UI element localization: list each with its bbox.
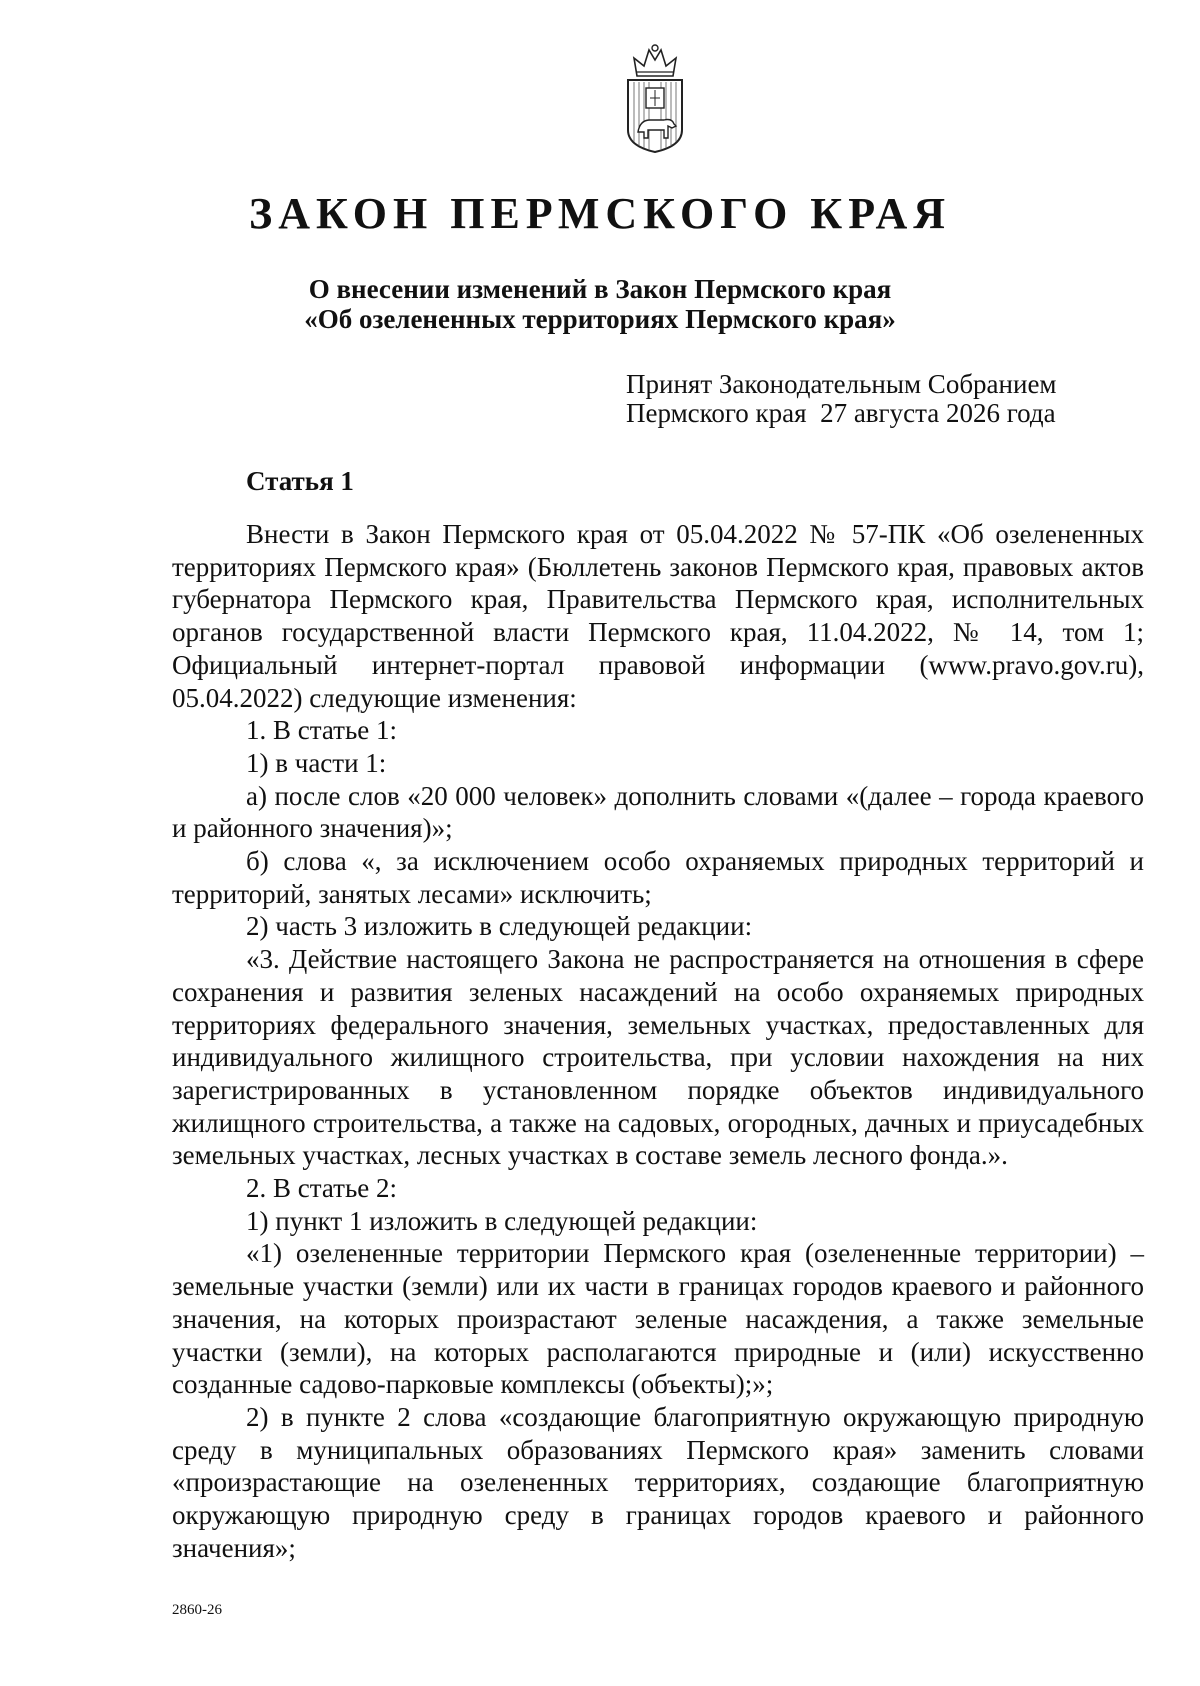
adoption-line: Принят Законодательным Собранием — [626, 369, 1057, 399]
body-paragraph: а) после слов «20 000 человек» дополнить словами «(далее – города краевого и районного значения)»; — [172, 780, 1144, 844]
subtitle-line: «Об озелененных территориях Пермского края» — [304, 304, 896, 334]
document-body — [172, 518, 1144, 1565]
document-title: ЗАКОН ПЕРМСКОГО КРАЯ — [248, 189, 952, 238]
body-paragraph: 2. В статье 2: — [246, 1173, 398, 1204]
adoption-line: Пермского края 27 августа 2026 года — [626, 398, 1056, 428]
body-paragraph: Внести в Закон Пермского края от 05.04.2022 № 57-ПК «Об озелененных территориях Пермского края» (Бюллетень законов Пермского края, правовых актов губернатора Пермского края, Правительства Пермского края, исполнительных органов государственной власти Пермского края, 11.04.2022, № 14, том 1; Официальный интернет-портал правовой информации (www.pravo.gov.ru), 05.04.2022) следующие изменения: — [172, 519, 1144, 713]
document-subtitle — [0, 274, 1200, 334]
body-paragraph: 1) пункт 1 изложить в следующей редакции: — [246, 1205, 758, 1236]
document-code: 2860-26 — [172, 1602, 222, 1618]
body-paragraph: 1. В статье 1: — [246, 715, 398, 746]
subtitle-line: О внесении изменений в Закон Пермского края — [308, 274, 892, 304]
body-paragraph: «3. Действие настоящего Закона не распространяется на отношения в сфере сохранения и развития зеленых насаждений на особо охраняемых природных территориях федерального значения, земельных участках, предоставленных для индивидуального жилищного строительства, при условии нахождения на них зарегистрированных в установленном порядке объектов индивидуального жилищного строительства, а также на садовых, огородных, дачных и приусадебных земельных участках, лесных участках в составе земель лесного фонда.». — [172, 944, 1144, 1171]
perm-krai-coat-of-arms-icon — [620, 42, 690, 154]
body-paragraph: «1) озелененные территории Пермского края (озелененные территории) – земельные участки (земли) или их части в границах городов краевого и районного значения, на которых произрастают зеленые насаждения, а также земельные участки (земли), на которых располагаются природные и (или) искусственно созданные садово-парковые комплексы (объекты);»; — [172, 1238, 1144, 1400]
body-paragraph: 1) в части 1: — [246, 747, 387, 778]
body-paragraph: б) слова «, за исключением особо охраняемых природных территорий и территорий, занятых лесами» исключить; — [172, 846, 1144, 909]
body-paragraph: 2) в пункте 2 слова «создающие благоприятную окружающую природную среду в муниципальных образованиях Пермского края» заменить словами «произрастающие на озелененных территориях, создающие благоприятную окружающую природную среду в границах городов краевого и районного значения»; — [172, 1401, 1144, 1563]
body-paragraph: 2) часть 3 изложить в следующей редакции: — [246, 911, 753, 942]
article-heading: Статья 1 — [246, 466, 354, 496]
adoption-note — [626, 370, 1057, 428]
